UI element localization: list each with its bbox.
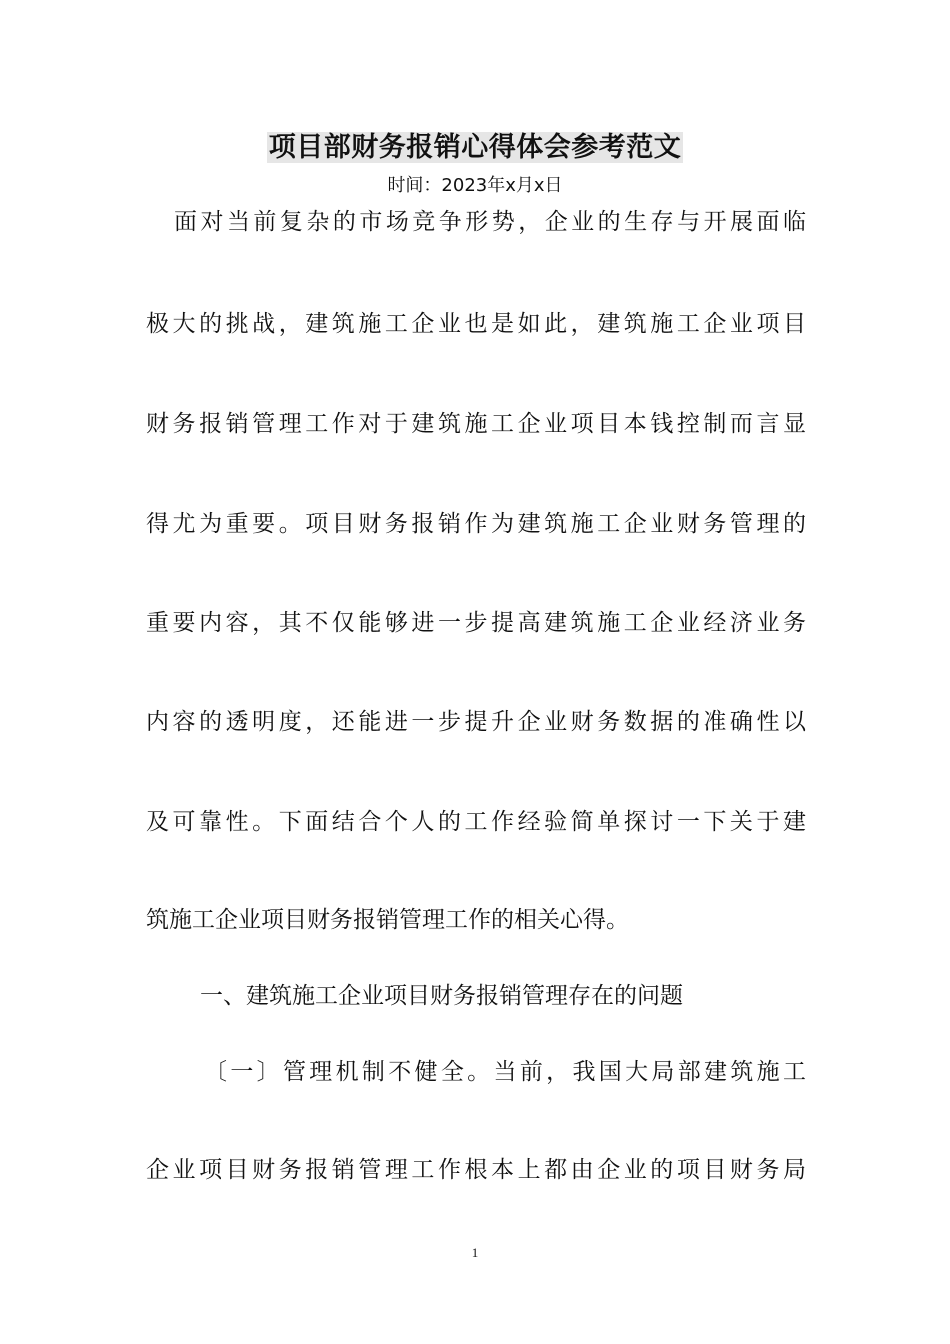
- body-text-line: 得尤为重要。项目财务报销作为建筑施工企业财务管理的: [146, 511, 806, 537]
- body-text-line: 内容的透明度，还能进一步提升企业财务数据的准确性以: [146, 709, 806, 735]
- body-text-line: 筑施工企业项目财务报销管理工作的相关心得。: [146, 907, 629, 933]
- section-heading: 一、建筑施工企业项目财务报销管理存在的问题: [200, 983, 683, 1009]
- body-text-line: 及可靠性。下面结合个人的工作经验简单探讨一下关于建: [146, 809, 806, 835]
- document-title: 项目部财务报销心得体会参考范文: [268, 132, 682, 163]
- page-number: 1: [471, 1245, 479, 1260]
- body-text-line: 财务报销管理工作对于建筑施工企业项目本钱控制而言显: [146, 411, 806, 437]
- body-text-line: 面对当前复杂的市场竞争形势，企业的生存与开展面临: [174, 209, 806, 235]
- body-text-line: 极大的挑战，建筑施工企业也是如此，建筑施工企业项目: [146, 311, 806, 337]
- document-date: 时间：2023年x月x日: [387, 175, 563, 196]
- body-text-line: 〔一〕管理机制不健全。当前，我国大局部建筑施工: [204, 1059, 806, 1085]
- body-text-line: 企业项目财务报销管理工作根本上都由企业的项目财务局: [146, 1157, 806, 1183]
- body-text-line: 重要内容，其不仅能够进一步提高建筑施工企业经济业务: [146, 610, 806, 636]
